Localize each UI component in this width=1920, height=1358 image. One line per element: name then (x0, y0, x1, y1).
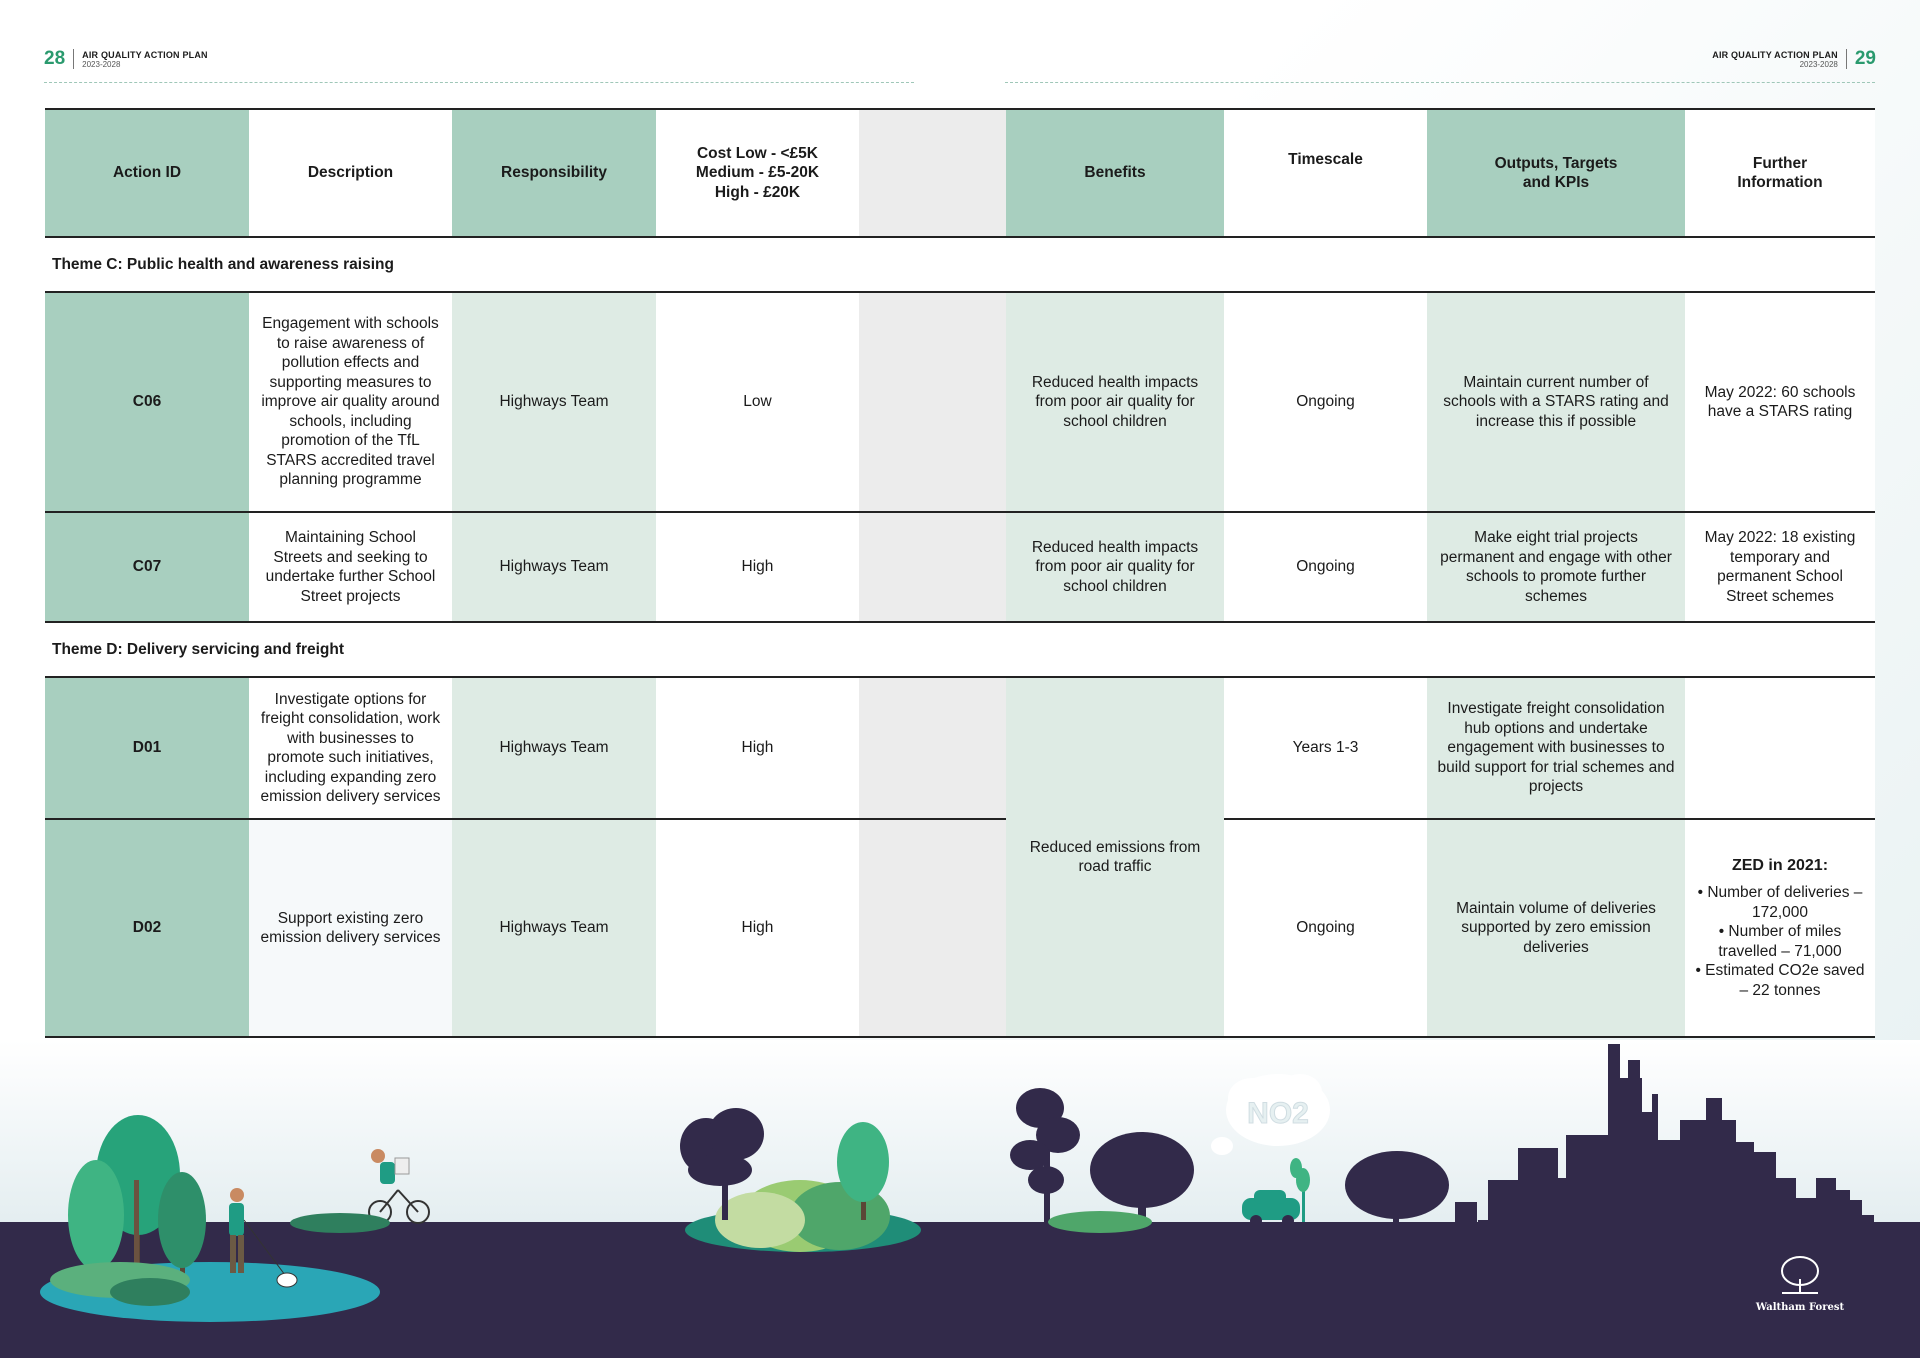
cell-action-id: D02 (45, 819, 249, 1037)
tree-group-left (68, 1115, 206, 1280)
cost-header-line: Cost Low - <£5K (696, 144, 818, 162)
header-years-left: 2023-2028 (82, 59, 121, 69)
zed-list-item: • Estimated CO2e saved – 22 tonnes (1695, 962, 1865, 999)
outputs-header-line: and KPIs (1522, 174, 1590, 191)
table-row (45, 292, 1875, 512)
col-header-timescale: Timescale (1224, 109, 1427, 237)
tree-logo-icon (1776, 1255, 1824, 1295)
zed-list-item: • Number of miles travelled – 71,000 (1718, 923, 1842, 960)
page-number-left: 28 (44, 48, 66, 69)
page-header-right (1712, 48, 1876, 70)
cell-outputs: Maintain volume of deliveries supported by zero emission deliveries (1427, 819, 1685, 1037)
col-header-responsibility: Responsibility (452, 109, 656, 237)
outputs-header-line: Outputs, Targets (1494, 154, 1618, 172)
cell-timescale: Ongoing (1224, 819, 1427, 1037)
theme-row-d (45, 622, 1875, 677)
cell-further-info (1685, 819, 1875, 1037)
cell-timescale: Ongoing (1224, 292, 1427, 512)
cell-blank (859, 292, 1006, 512)
header-title-right: AIR QUALITY ACTION PLAN (1712, 49, 1838, 60)
cell-cost: Low (656, 292, 859, 512)
cell-timescale: Ongoing (1224, 512, 1427, 622)
theme-c-title: Theme C: Public health and awareness raising (45, 237, 1875, 292)
cell-cost: High (656, 512, 859, 622)
cell-action-id: D01 (45, 677, 249, 819)
header-divider (73, 49, 74, 69)
zed-list-item: • Number of deliveries – 172,000 (1697, 884, 1863, 921)
cell-outputs: Maintain current number of schools with a STARS rating and increase this if possible (1427, 292, 1685, 512)
col-header-blank (859, 109, 1006, 237)
cell-benefits: Reduced health impacts from poor air quality for school children (1006, 512, 1224, 622)
cell-blank (859, 677, 1006, 819)
cost-header-line: High - £20K (714, 183, 801, 201)
cell-timescale: Years 1-3 (1224, 677, 1427, 819)
cell-description: Engagement with schools to raise awareness of pollution effects and supporting measures to improve air quality around schools, including promotion of the TfL STARS accredited travel planning programme (249, 292, 452, 512)
cyclist (369, 1149, 429, 1223)
cell-responsibility: Highways Team (452, 292, 656, 512)
cell-description: Investigate options for freight consolidation, work with businesses to promote such initiatives, including expanding zero emission delivery services (249, 677, 452, 819)
table-header-row (45, 109, 1875, 237)
cell-action-id: C06 (45, 292, 249, 512)
page-header-left (44, 48, 208, 70)
header-years-right: 2023-2028 (1799, 59, 1838, 69)
page-number-right: 29 (1854, 48, 1876, 69)
col-header-further-info (1685, 109, 1875, 237)
logo-text: Waltham Forest (1755, 1302, 1845, 1313)
table-row (45, 677, 1875, 819)
col-header-benefits: Benefits (1006, 109, 1224, 237)
bush (290, 1213, 390, 1233)
action-plan-table (45, 108, 1875, 1038)
table-row (45, 512, 1875, 622)
col-header-description: Description (249, 109, 452, 237)
theme-row-c (45, 237, 1875, 292)
bush (110, 1278, 190, 1306)
no2-label: NO2 (1247, 1097, 1309, 1130)
further-header-line: Further (1752, 154, 1808, 172)
further-header-line: Information (1737, 174, 1823, 191)
cell-outputs: Investigate freight consolidation hub options and undertake engagement with businesses to build support for trial schemes and projects (1427, 677, 1685, 819)
zed-title: ZED in 2021: (1731, 856, 1829, 874)
cell-further-info: May 2022: 18 existing temporary and permanent School Street schemes (1685, 512, 1875, 622)
table-row (45, 819, 1875, 1037)
cell-outputs: Make eight trial projects permanent and engage with other schools to promote further schemes (1427, 512, 1685, 622)
cell-benefits: Reduced emissions from road traffic (1006, 677, 1224, 1037)
cell-description: Support existing zero emission delivery services (249, 819, 452, 1037)
cell-blank (859, 819, 1006, 1037)
cell-benefits: Reduced health impacts from poor air quality for school children (1006, 292, 1224, 512)
cell-responsibility: Highways Team (452, 819, 656, 1037)
waltham-forest-logo (1752, 1255, 1848, 1313)
cell-action-id: C07 (45, 512, 249, 622)
cost-header-line: Medium - £5-20K (695, 164, 820, 182)
col-header-action-id: Action ID (45, 109, 249, 237)
header-title-left: AIR QUALITY ACTION PLAN (82, 49, 208, 60)
city-skyline (1430, 1044, 1874, 1255)
cell-cost: High (656, 819, 859, 1037)
island-middle (680, 1108, 921, 1252)
cell-further-info (1685, 677, 1875, 819)
electric-car (1242, 1158, 1310, 1227)
header-rule-left (44, 82, 914, 83)
no2-cloud (1211, 1074, 1330, 1155)
cell-responsibility: Highways Team (452, 677, 656, 819)
header-divider (1846, 49, 1847, 69)
col-header-outputs (1427, 109, 1685, 237)
cell-description: Maintaining School Streets and seeking to undertake further School Street projects (249, 512, 452, 622)
landscape-illustration (0, 1030, 1920, 1358)
col-header-cost (656, 109, 859, 237)
header-rule-right (1005, 82, 1875, 83)
cell-blank (859, 512, 1006, 622)
cell-cost: High (656, 677, 859, 819)
cell-further-info: May 2022: 60 schools have a STARS rating (1685, 292, 1875, 512)
cell-responsibility: Highways Team (452, 512, 656, 622)
theme-d-title: Theme D: Delivery servicing and freight (45, 622, 1875, 677)
